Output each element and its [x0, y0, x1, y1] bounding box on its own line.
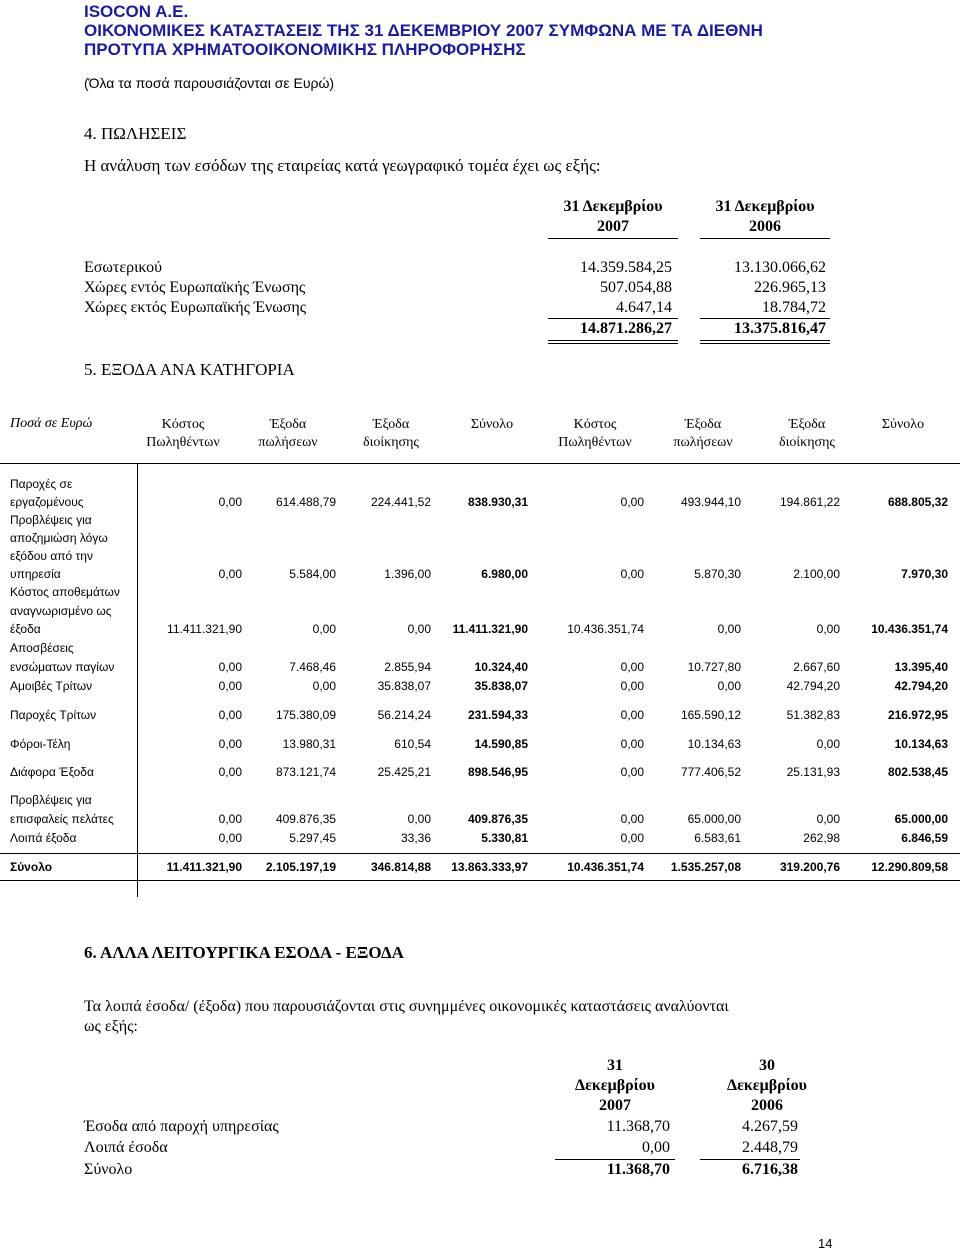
expenses-cell: 873.121,74	[275, 765, 336, 779]
expenses-col-header: Κόστος	[161, 417, 205, 432]
expenses-cell: 0,00	[717, 622, 741, 636]
expenses-cell: 56.214,24	[377, 708, 431, 722]
expenses-cell: 0,00	[218, 831, 242, 845]
expenses-cell: 35.838,07	[474, 679, 528, 693]
expenses-cell: 7.970,30	[901, 567, 948, 581]
other-col2-day: 30	[759, 1057, 775, 1074]
expenses-cell: 10.436.351,74	[871, 622, 948, 636]
expenses-total-top-rule	[0, 853, 960, 854]
expenses-row-label: εργαζομένους	[10, 495, 84, 509]
sales-subtotal-line-2007	[548, 318, 678, 319]
expenses-cell: 51.382,83	[786, 708, 840, 722]
expenses-cell: 6.583,61	[694, 831, 741, 845]
expenses-cell: 42.794,20	[894, 679, 948, 693]
expenses-row-label: Λοιπά έξοδα	[10, 831, 77, 845]
expenses-cell: 6.980,00	[481, 567, 528, 581]
expenses-col-header: Σύνολο	[470, 417, 514, 432]
expenses-header-rule	[0, 463, 960, 464]
sales-col-2007-date: 31 Δεκεμβρίου	[563, 198, 663, 215]
expenses-cell: 175.380,09	[275, 708, 336, 722]
other-col2-year: 2006	[751, 1097, 783, 1114]
expenses-cell: 838.930,31	[467, 495, 528, 509]
expenses-cell: 224.441,52	[370, 495, 431, 509]
expenses-cell: 0,00	[717, 679, 741, 693]
expenses-col-header: Σύνολο	[881, 417, 925, 432]
expenses-cell: 688.805,32	[887, 495, 948, 509]
expenses-row-label: υπηρεσία	[10, 567, 61, 581]
currency-note: (Όλα τα ποσά παρουσιάζονται σε Ευρώ)	[84, 75, 335, 91]
expenses-total-cell: 11.411.321,90	[166, 860, 242, 874]
expenses-total-cell: 319.200,76	[779, 860, 840, 874]
other-row-label: Έσοδα από παροχή υπηρεσίας	[84, 1118, 279, 1135]
expenses-cell: 0,00	[620, 812, 644, 826]
expenses-total-label: Σύνολο	[10, 860, 53, 874]
sales-col-2006-date: 31 Δεκεμβρίου	[715, 198, 815, 215]
other-heading: 6. ΑΛΛΑ ΛΕΙΤΟΥΡΓΙΚΑ ΕΣΟΔΑ - ΕΞΟΔΑ	[84, 943, 404, 962]
expenses-cell: 0,00	[312, 679, 336, 693]
expenses-cell: 0,00	[620, 660, 644, 674]
other-col1-year: 2007	[599, 1097, 631, 1114]
expenses-col-header: Κόστος	[573, 417, 617, 432]
expenses-cell: 25.425,21	[377, 765, 431, 779]
expenses-cell: 5.584,00	[289, 567, 336, 581]
sales-col-2007-underline	[548, 238, 678, 239]
other-total-label: Σύνολο	[84, 1161, 133, 1178]
expenses-cell: 10.134,63	[687, 737, 741, 751]
company-name: ISOCON A.E.	[84, 2, 189, 21]
expenses-row-label: ενσώματων παγίων	[10, 660, 115, 674]
expenses-col-header-line2: διοίκησης	[779, 435, 835, 450]
expenses-row-label: Παροχές σε	[10, 477, 73, 491]
expenses-col-header: Έξοδα	[372, 417, 410, 432]
expenses-total-cell: 10.436.351,74	[567, 860, 644, 874]
expenses-total-cell: 13.863.333,97	[451, 860, 528, 874]
other-col1-day: 31	[607, 1057, 623, 1074]
expenses-cell: 0,00	[620, 765, 644, 779]
expenses-row-label: αποζημιώση λόγω	[10, 531, 108, 545]
expenses-total-cell: 12.290.809,58	[871, 860, 948, 874]
expenses-cell: 0,00	[816, 812, 840, 826]
expenses-col-header-line2: διοίκησης	[363, 435, 419, 450]
expenses-cell: 6.846,59	[901, 831, 948, 845]
sales-row-2006: 226.965,13	[754, 279, 826, 296]
expenses-cell: 65.000,00	[894, 812, 948, 826]
expenses-cell: 7.468,46	[289, 660, 336, 674]
expenses-cell: 802.538,45	[887, 765, 948, 779]
sales-total-double-underline-2006	[700, 343, 830, 344]
statements-title-line2: ΠΡΟΤΥΠΑ ΧΡΗΜΑΤΟΟΙΚΟΝΟΜΙΚΗΣ ΠΛΗΡΟΦΟΡΗΣΗΣ	[84, 40, 526, 59]
other-col1-month: Δεκεμβρίου	[575, 1077, 655, 1094]
expenses-cell: 0,00	[312, 622, 336, 636]
expenses-row-label: Διάφορα Έξοδα	[10, 765, 94, 779]
expenses-cell: 0,00	[816, 737, 840, 751]
expenses-cell: 5.870,30	[694, 567, 741, 581]
expenses-cell: 11.411.321,90	[167, 622, 242, 636]
expenses-cell: 0,00	[620, 679, 644, 693]
sales-total-underline-2007	[548, 340, 678, 341]
expenses-cell: 10.324,40	[474, 660, 528, 674]
sales-intro: Η ανάλυση των εσόδων της εταιρείας κατά γεωγραφικό τομέα έχει ως εξής:	[84, 156, 601, 175]
expenses-cell: 13.395,40	[894, 660, 948, 674]
expenses-cell: 777.406,52	[680, 765, 741, 779]
expenses-cell: 0,00	[620, 495, 644, 509]
page-number: 14	[818, 1236, 833, 1251]
other-row-v1: 11.368,70	[606, 1118, 670, 1135]
expenses-col-header-line2: πωλήσεων	[673, 435, 733, 450]
other-row-label: Λοιπά έσοδα	[84, 1139, 168, 1156]
other-row-v1: 0,00	[642, 1139, 670, 1156]
expenses-cell: 0,00	[218, 567, 242, 581]
expenses-cell: 0,00	[620, 567, 644, 581]
expenses-cell: 0,00	[620, 708, 644, 722]
expenses-row-label: Φόροι-Τέλη	[10, 737, 71, 751]
expenses-cell: 2.855,94	[384, 660, 431, 674]
expenses-cell: 0,00	[218, 679, 242, 693]
expenses-total-cell: 1.535.257,08	[670, 860, 741, 874]
sales-total-double-underline-2007	[548, 343, 678, 344]
expenses-cell: 10.134,63	[894, 737, 948, 751]
expenses-cell: 42.794,20	[786, 679, 840, 693]
expenses-total-cell: 346.814,88	[370, 860, 431, 874]
expenses-cell: 5.330,81	[481, 831, 528, 845]
sales-row-label: Χώρες εντός Ευρωπαϊκής Ένωσης	[84, 279, 306, 296]
expenses-col-header: Έξοδα	[684, 417, 722, 432]
sales-row-2007: 4.647,14	[616, 299, 672, 316]
other-total-v1: 11.368,70	[606, 1161, 670, 1178]
sales-total-underline-2006	[700, 340, 830, 341]
expenses-row-label: Παροχές Τρίτων	[10, 708, 97, 722]
expenses-row-label: Προβλέψεις για	[10, 513, 92, 527]
expenses-cell: 1.396,00	[384, 567, 431, 581]
sales-row-label: Χώρες εκτός Ευρωπαϊκής Ένωσης	[84, 299, 307, 316]
other-subtotal-line-2	[700, 1159, 800, 1160]
expenses-cell: 33,36	[400, 831, 431, 845]
statements-title-line1: ΟΙΚΟΝΟΜΙΚΕΣ ΚΑΤΑΣΤΑΣΕΙΣ ΤΗΣ 31 ΔΕΚΕΜΒΡΙΟΥ 2007 ΣΥΜΦΩΝΑ ΜΕ ΤΑ ΔΙΕΘΝΗ	[84, 21, 763, 40]
expenses-cell: 194.861,22	[779, 495, 840, 509]
expenses-row-label: έξοδα	[10, 622, 41, 636]
expenses-col-header: Έξοδα	[788, 417, 826, 432]
expenses-row-label: αναγνωρισμένο ως	[10, 604, 112, 618]
other-subtotal-line-1	[555, 1159, 675, 1160]
sales-row-2006: 18.784,72	[762, 299, 826, 316]
expenses-cell: 409.876,35	[467, 812, 528, 826]
sales-total-2006: 13.375.816,47	[734, 320, 826, 337]
expenses-cell: 10.436.351,74	[567, 622, 644, 636]
sales-col-2007-year: 2007	[597, 218, 629, 235]
other-row-v2: 4.267,59	[742, 1118, 798, 1135]
expenses-col-header-line2: Πωληθέντων	[146, 435, 220, 450]
sales-row-2006: 13.130.066,62	[734, 259, 826, 276]
expenses-cell: 409.876,35	[275, 812, 336, 826]
expenses-row-label: Κόστος αποθεμάτων	[10, 585, 120, 599]
expenses-cell: 0,00	[218, 765, 242, 779]
expenses-cell: 610,54	[394, 737, 431, 751]
expenses-corner-label: Ποσά σε Ευρώ	[10, 416, 93, 431]
expenses-col-header-line2: Πωληθέντων	[558, 435, 632, 450]
expenses-total-bottom-rule	[0, 880, 960, 881]
expenses-cell: 11.411.321,90	[452, 622, 528, 636]
expenses-cell: 0,00	[620, 737, 644, 751]
other-intro-line2: ως εξής:	[84, 1018, 138, 1035]
sales-subtotal-line-2006	[700, 318, 830, 319]
expenses-cell: 35.838,07	[377, 679, 431, 693]
expenses-cell: 165.590,12	[680, 708, 741, 722]
expenses-cell: 25.131,93	[786, 765, 840, 779]
expenses-row-label: εξόδου από την	[10, 549, 93, 563]
expenses-row-label: Αποσβέσεις	[10, 641, 74, 655]
expenses-cell: 898.546,95	[467, 765, 528, 779]
expenses-cell: 0,00	[218, 495, 242, 509]
other-intro-line1: Τα λοιπά έσοδα/ (έξοδα) που παρουσιάζονται στις συνημμένες οικονομικές καταστάσεις αναλύονται	[84, 998, 729, 1015]
expenses-cell: 0,00	[407, 812, 431, 826]
expenses-cell: 0,00	[816, 622, 840, 636]
expenses-cell: 2.667,60	[793, 660, 840, 674]
expenses-cell: 0,00	[218, 660, 242, 674]
expenses-cell: 14.590,85	[474, 737, 528, 751]
expenses-cell: 0,00	[620, 831, 644, 845]
expenses-row-label: επισφαλείς πελάτες	[10, 812, 114, 826]
expenses-cell: 262,98	[803, 831, 840, 845]
expenses-col-header: Έξοδα	[269, 417, 307, 432]
expenses-cell: 13.980,31	[282, 737, 336, 751]
sales-col-2006-year: 2006	[749, 218, 781, 235]
expenses-row-label: Αμοιβές Τρίτων	[10, 679, 93, 693]
expenses-cell: 5.297,45	[289, 831, 336, 845]
sales-row-label: Εσωτερικού	[84, 259, 162, 276]
expenses-cell: 0,00	[407, 622, 431, 636]
expenses-cell: 65.000,00	[687, 812, 741, 826]
expenses-cell: 10.727,80	[687, 660, 741, 674]
expenses-cell: 216.972,95	[887, 708, 948, 722]
expenses-col-header-line2: πωλήσεων	[258, 435, 318, 450]
sales-heading: 4. ΠΩΛΗΣΕΙΣ	[84, 124, 187, 143]
other-col2-month: Δεκεμβρίου	[727, 1077, 807, 1094]
expenses-cell: 231.594,33	[467, 708, 528, 722]
expenses-cell: 493.944,10	[680, 495, 741, 509]
expenses-cell: 614.488,79	[275, 495, 336, 509]
expenses-heading: 5. ΕΞΟΔΑ ΑΝΑ ΚΑΤΗΓΟΡΙΑ	[84, 360, 295, 379]
sales-total-2007: 14.871.286,27	[580, 320, 672, 337]
sales-row-2007: 14.359.584,25	[580, 259, 672, 276]
expenses-cell: 2.100,00	[793, 567, 840, 581]
sales-row-2007: 507.054,88	[600, 279, 672, 296]
expenses-cell: 0,00	[218, 737, 242, 751]
other-row-v2: 2.448,79	[742, 1139, 798, 1156]
expenses-row-label: Προβλέψεις για	[10, 793, 92, 807]
other-total-v2: 6.716,38	[742, 1161, 798, 1178]
sales-col-2006-underline	[700, 238, 830, 239]
expenses-cell: 0,00	[218, 708, 242, 722]
expenses-cell: 0,00	[218, 812, 242, 826]
expenses-total-cell: 2.105.197,19	[265, 860, 336, 874]
